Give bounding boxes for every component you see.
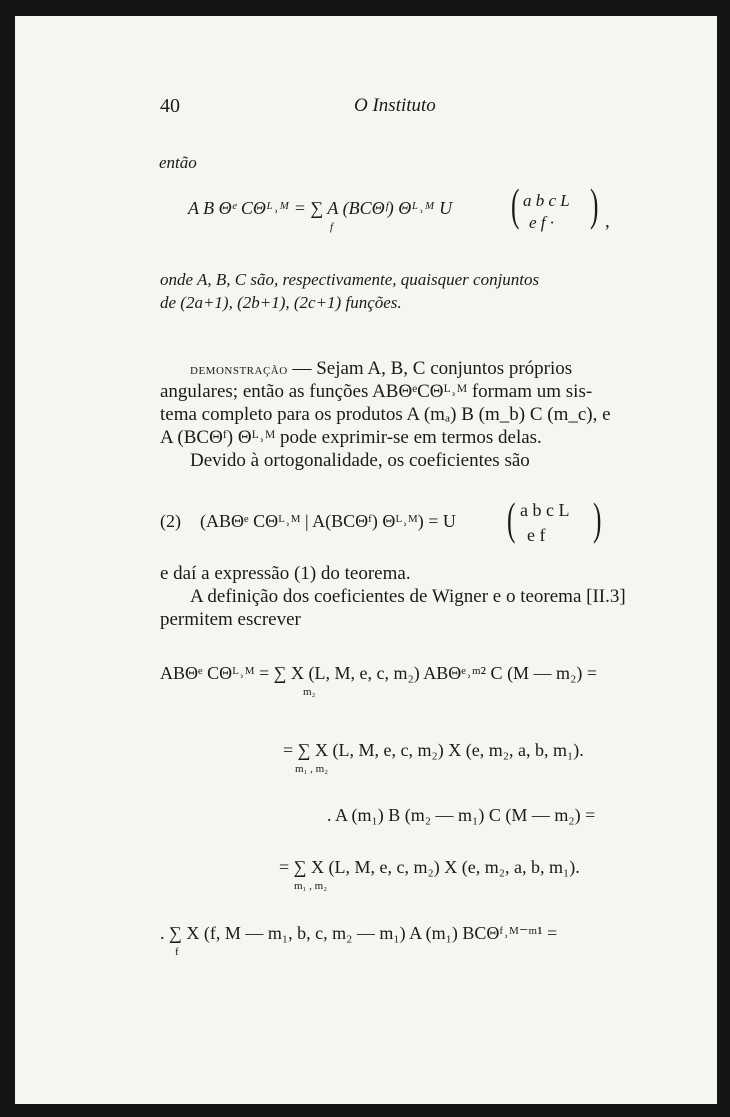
para2-line-1: e daí a expressão (1) do teorema.: [160, 563, 411, 584]
equation-2-right-paren: ): [593, 493, 602, 544]
demo-keyword: demonstração: [190, 361, 288, 378]
equation-3-line-4-sub: m₁ , m₂: [294, 880, 328, 892]
equation-1-matrix-bottom: e f ·: [529, 213, 555, 232]
equation-3-line-1-sub: m₂: [303, 686, 316, 698]
equation-3-line-5: . ∑ X (f, M — m₁, b, c, m₂ — m₁) A (m₁) BCΘᶠ˒ᴹ⁻ᵐ¹ =: [160, 923, 558, 943]
para2-line-2: A definição dos coeficientes de Wigner e o teorema [II.3]: [190, 586, 626, 607]
equation-2-matrix-top: a b c L: [520, 500, 570, 520]
demo-line-1: [190, 359, 572, 378]
demo-line-2: angulares; então as funções ABΘᵉCΘᴸ˒ᴹ formam um sis-: [160, 381, 593, 402]
onde-line-1: onde A, B, C são, respectivamente, quaisquer conjuntos: [160, 270, 540, 289]
equation-2: (ABΘᵉ CΘᴸ˒ᴹ | A(BCΘᶠ) Θᴸ˒ᴹ) = U: [200, 511, 456, 531]
equation-1-sum-index: f: [330, 221, 334, 233]
equation-3-line-3: . A (m₁) B (m₂ — m₁) C (M — m₂) =: [327, 805, 596, 825]
para2-line-3: permitem escrever: [160, 609, 301, 630]
page-number: 40: [160, 95, 180, 117]
equation-1-left-paren: (: [511, 179, 520, 230]
demo-line-3: tema completo para os produtos A (mₐ) B (m_b) C (m_c), e: [160, 404, 611, 425]
equation-1: A B Θᵉ CΘᴸ˒ᴹ = ∑ A (BCΘᶠ) Θᴸ˒ᴹ U: [188, 198, 453, 218]
equation-1-matrix-top: a b c L: [523, 191, 570, 210]
book-page: [15, 16, 717, 1104]
equation-3-line-2-sub: m₁ , m₂: [295, 763, 329, 775]
equation-2-matrix-bottom: e f: [527, 525, 546, 545]
equation-3-line-1: ABΘᵉ CΘᴸ˒ᴹ = ∑ X (L, M, e, c, m₂) ABΘᵉ˒ᵐ² C (M — m₂) =: [160, 663, 597, 683]
equation-1-comma: ,: [605, 211, 610, 232]
equation-2-label: (2): [160, 511, 181, 531]
demo-line-1-text: — Sejam A, B, C conjuntos próprios: [287, 358, 573, 379]
onde-line-2: de (2a+1), (2b+1), (2c+1) funções.: [160, 293, 402, 312]
demo-line-4: A (BCΘᶠ) Θᴸ˒ᴹ pode exprimir-se em termos delas.: [160, 427, 542, 448]
equation-3-line-4: = ∑ X (L, M, e, c, m₂) X (e, m₂, a, b, m₁).: [279, 857, 580, 877]
demo-line-5: Devido à ortogonalidade, os coeficientes são: [190, 450, 530, 471]
running-title: O Instituto: [354, 95, 436, 116]
intro-word: então: [159, 153, 197, 172]
equation-3-line-5-sub: f: [175, 946, 179, 958]
equation-1-right-paren: ): [590, 179, 599, 230]
equation-2-left-paren: (: [507, 493, 516, 544]
equation-3-line-2: = ∑ X (L, M, e, c, m₂) X (e, m₂, a, b, m₁).: [283, 740, 584, 760]
